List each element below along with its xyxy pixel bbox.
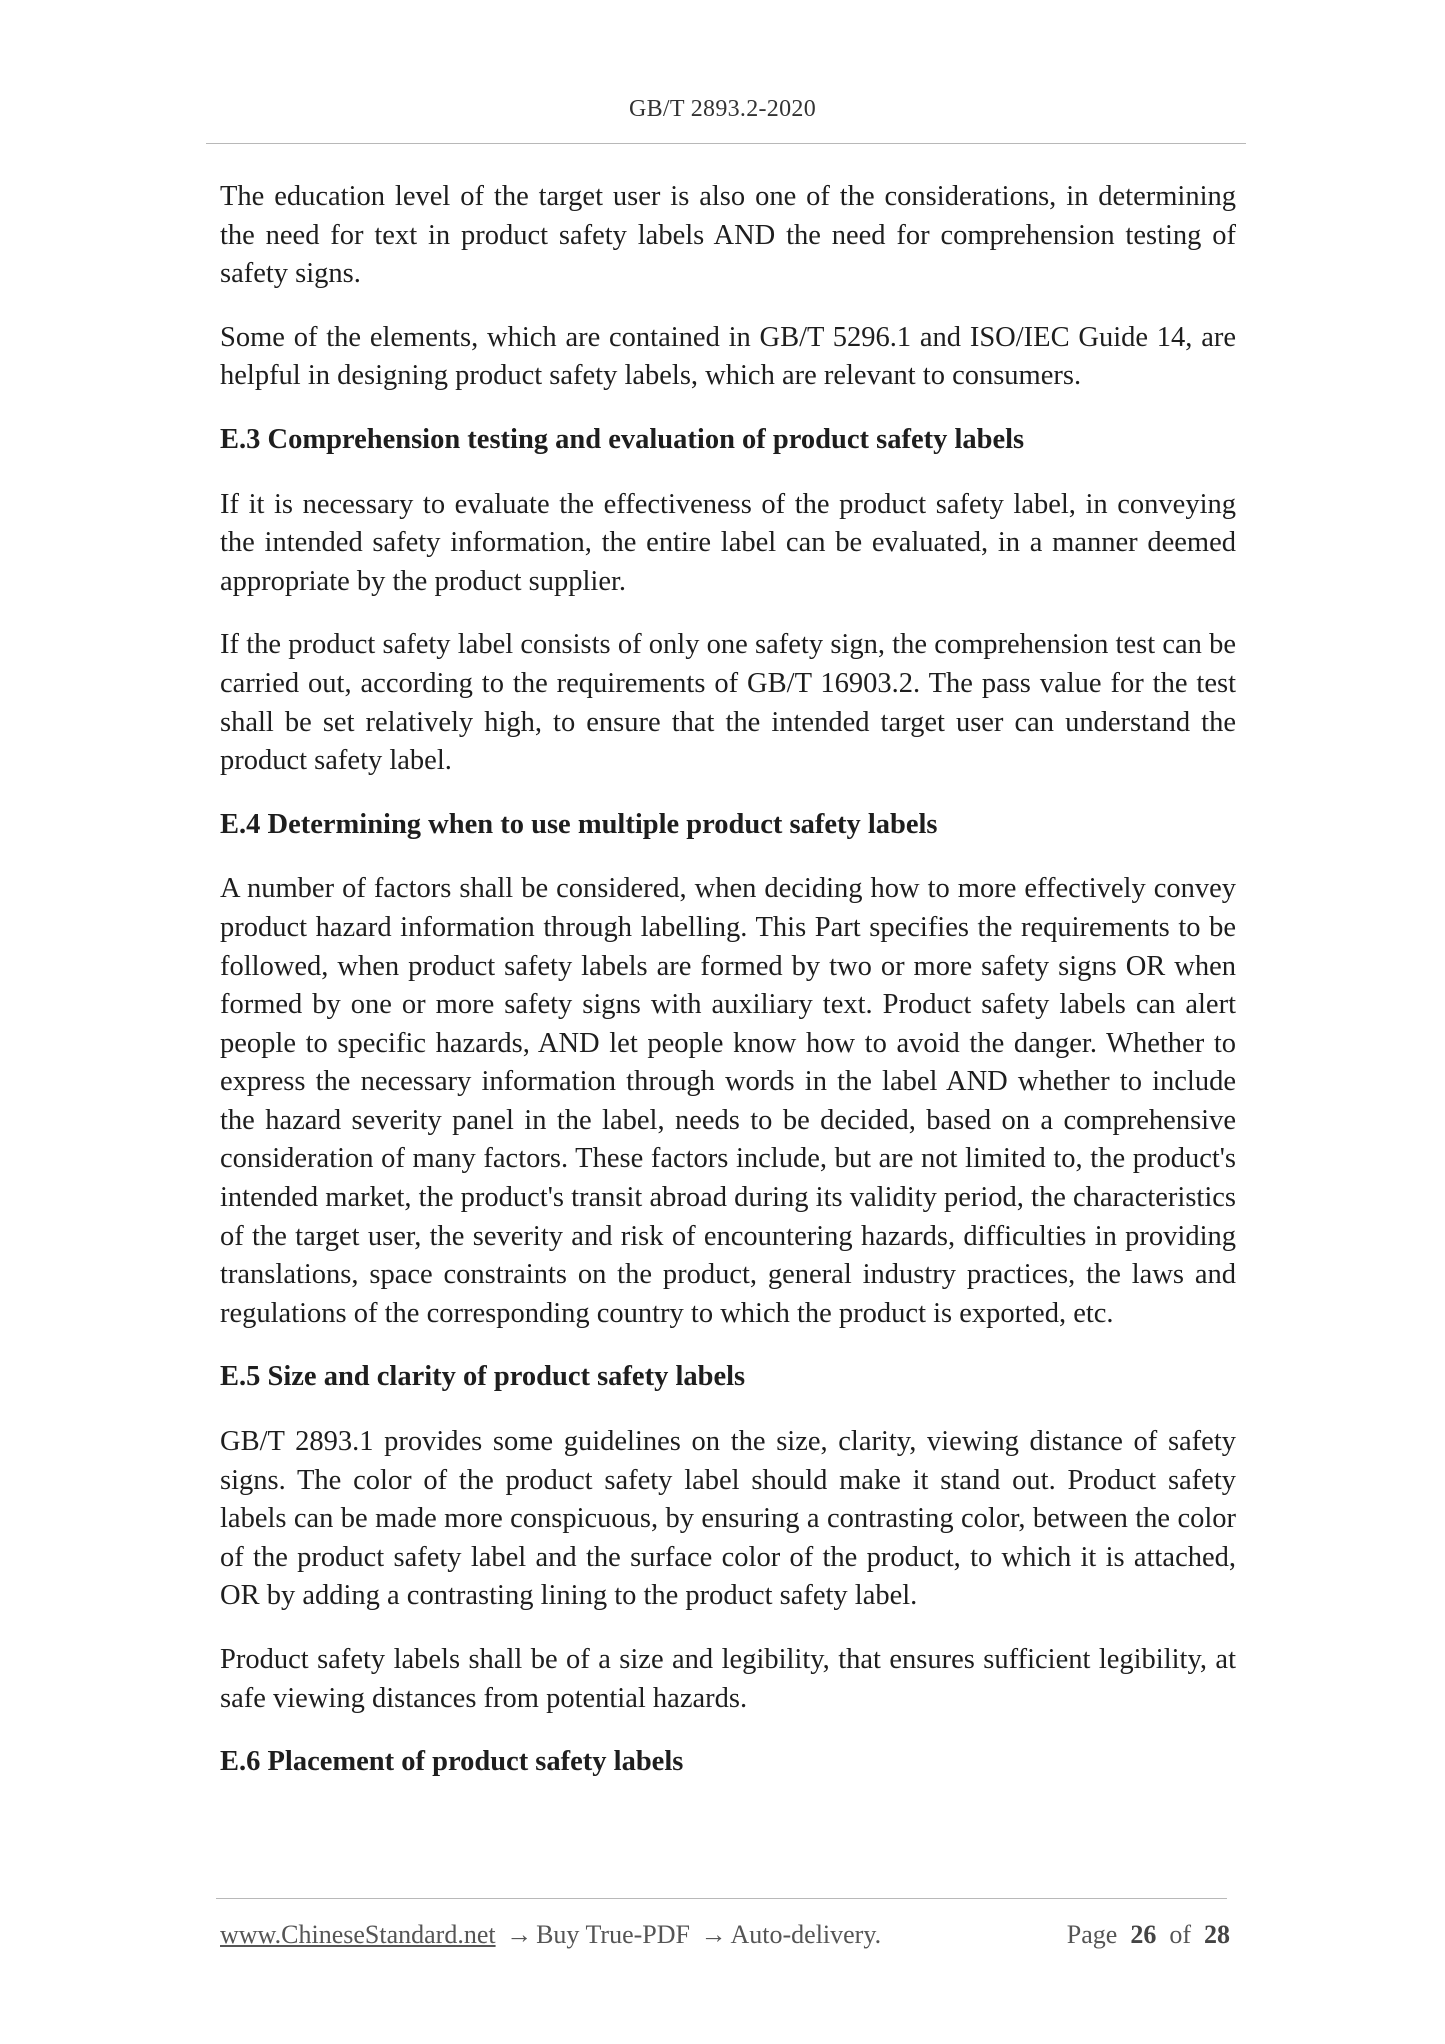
arrow-right-icon: →	[506, 1920, 533, 1949]
paragraph-multiple-labels-factors: A number of factors shall be considered, when deciding how to more effectively convey product hazard information through labelling. This Part specifies the requirements to be followed, when product safety labels are formed by two or more safety signs OR when formed by one or more safety signs with auxiliary text. Product safety labels can alert people to specific hazards, AND let people know how to avoid the danger. Whether to express the necessary information through words in the label AND whether to include the hazard severity panel in the label, needs to be decided, based on a comprehensive consideration of many factors. These factors include, but are not limited to, the product's intended market, the product's transit abroad during its validity period, the characteristics of the target user, the severity and risk of encountering hazards, difficulties in providing translations, space constraints on the product, general industry practices, the laws and regulations of the corresponding country to which the product is exported, etc.	[220, 873, 1236, 1329]
paragraph-elements-guide: Some of the elements, which are contained in GB/T 5296.1 and ISO/IEC Guide 14, are helpful in designing product safety labels, which are relevant to consumers.	[220, 321, 1236, 392]
heading-e5: E.5 Size and clarity of product safety labels	[220, 1361, 746, 1393]
auto-delivery-text: Auto-delivery.	[730, 1920, 882, 1949]
heading-e4: E.4 Determining when to use multiple product safety labels	[220, 808, 938, 840]
page-current: 26	[1130, 1920, 1157, 1949]
footer-left	[220, 1920, 881, 1950]
page-footer	[220, 1920, 1230, 1954]
heading-e6: E.6 Placement of product safety labels	[220, 1746, 684, 1778]
paragraph-education-level: The education level of the target user is also one of the considerations, in determining the need for text in product safety labels AND the need for comprehension testing of safety signs.	[220, 181, 1236, 290]
page-number	[1067, 1920, 1230, 1950]
page-total: 28	[1204, 1920, 1230, 1949]
document-body	[220, 178, 1236, 1808]
arrow-right-icon: →	[700, 1920, 727, 1949]
website-link[interactable]: www.ChineseStandard.net	[220, 1920, 496, 1949]
footer-divider	[216, 1898, 1227, 1899]
buy-true-pdf-text: Buy True-PDF	[536, 1920, 690, 1949]
paragraph-legibility: Product safety labels shall be of a size and legibility, that ensures sufficient legibility, at safe viewing distances from potential hazards.	[220, 1644, 1236, 1714]
paragraph-comprehension-test: If the product safety label consists of only one safety sign, the comprehension test can be carried out, according to the requirements of GB/T 16903.2. The pass value for the test shall be set relatively high, to ensure that the intended target user can understand the product safety label.	[220, 629, 1236, 777]
heading-e3: E.3 Comprehension testing and evaluation of product safety labels	[220, 423, 1025, 455]
page-header-title: GB/T 2893.2-2020	[628, 96, 817, 122]
page-label: Page	[1066, 1920, 1118, 1949]
paragraph-size-clarity: GB/T 2893.1 provides some guidelines on the size, clarity, viewing distance of safety signs. The color of the product safety label should make it stand out. Product safety labels can be made more conspicuous, by ensuring a contrasting color, between the color of the product safety label and the surface color of the product, to which it is attached, OR by adding a contrasting lining to the product safety label.	[220, 1426, 1236, 1612]
page-of-label: of	[1169, 1920, 1191, 1949]
paragraph-evaluate-effectiveness: If it is necessary to evaluate the effectiveness of the product safety label, in conveying the intended safety information, the entire label can be evaluated, in a manner deemed appropriate by the product supplier.	[220, 488, 1236, 597]
header-divider	[206, 143, 1246, 144]
